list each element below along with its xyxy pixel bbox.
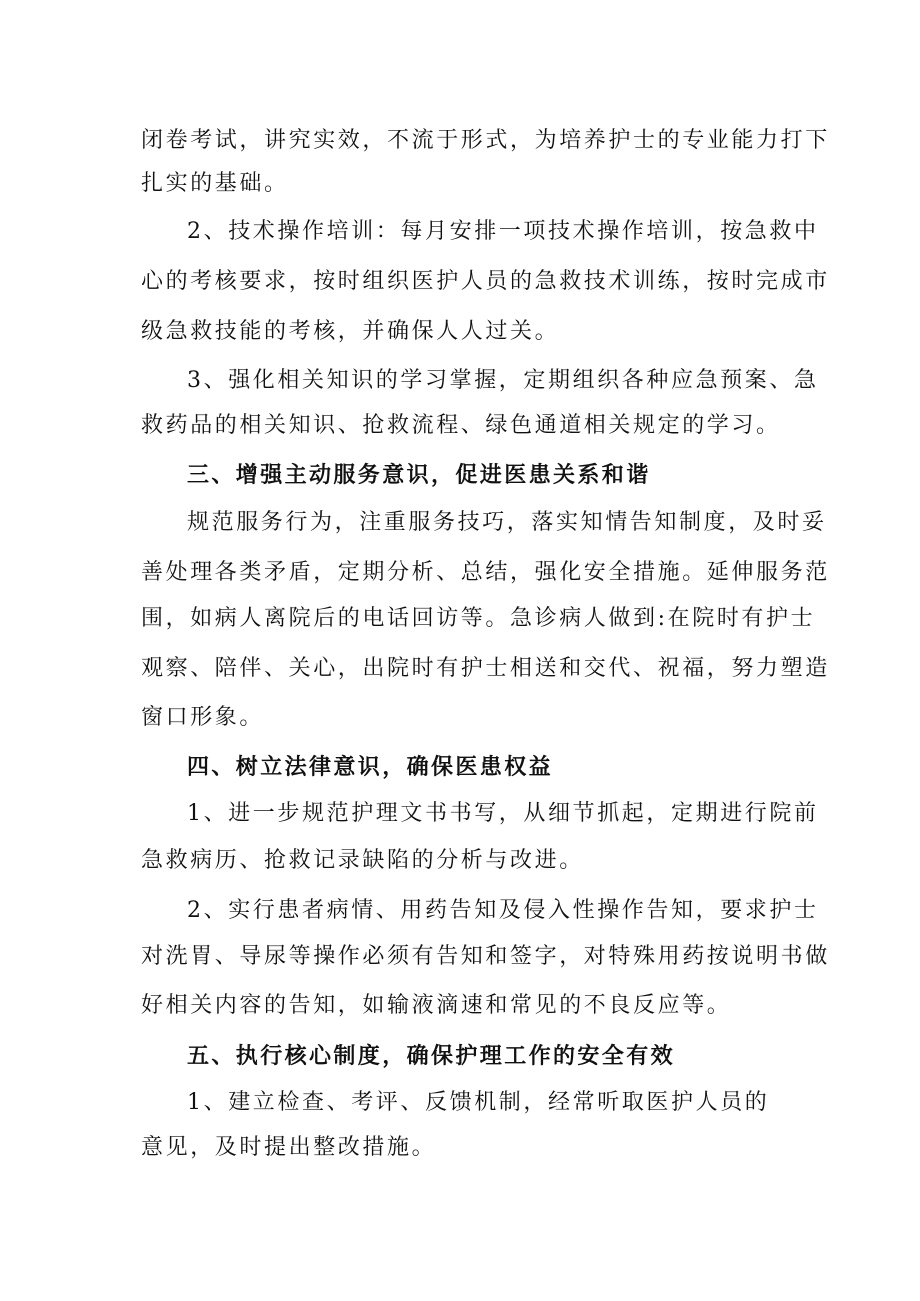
paragraph-line: 救药品的相关知识、抢救流程、绿色通道相关规定的学习。 [141, 413, 781, 438]
section-heading: 三、增强主动服务意识，促进医患关系和谐 [187, 462, 651, 488]
paragraph-line: 意见，及时提出整改措施。 [141, 1135, 437, 1160]
paragraph-line: 对洗胃、导尿等操作必须有告知和签字，对特殊用药按说明书做 [141, 944, 830, 969]
paragraph-line: 1、建立检查、考评、反馈机制，经常听取医护人员的 [187, 1090, 770, 1115]
paragraph-line: 善处理各类矛盾，定期分析、总结，强化安全措施。延伸服务范 [141, 560, 830, 585]
paragraph-line: 规范服务行为，注重服务技巧，落实知情告知制度，及时妥 [187, 510, 827, 535]
paragraph-line: 扎实的基础。 [141, 171, 289, 196]
section-heading: 四、树立法律意识，确保医患权益 [187, 754, 554, 780]
paragraph-line: 2、实行患者病情、用药告知及侵入性操作告知，要求护士 [187, 898, 819, 923]
paragraph-line: 观察、陪伴、关心，出院时有护士相送和交代、祝福，努力塑造 [141, 656, 830, 681]
section-heading: 五、执行核心制度，确保护理工作的安全有效 [187, 1043, 676, 1069]
paragraph-line: 好相关内容的告知，如输液滴速和常见的不良反应等。 [141, 993, 732, 1018]
paragraph-line: 3、强化相关知识的学习掌握，定期组织各种应急预案、急 [187, 368, 819, 393]
paragraph-line: 围，如病人离院后的电话回访等。急诊病人做到:在院时有护士 [141, 606, 816, 631]
paragraph-line: 急救病历、抢救记录缺陷的分析与改进。 [141, 848, 584, 873]
paragraph-line: 1、进一步规范护理文书书写，从细节抓起，定期进行院前 [187, 801, 819, 826]
paragraph-line: 心的考核要求，按时组织医护人员的急救技术训练，按时完成市 [141, 269, 830, 294]
paragraph-line: 闭卷考试，讲究实效，不流于形式，为培养护士的专业能力打下 [141, 128, 830, 153]
paragraph-line: 级急救技能的考核，并确保人人过关。 [141, 319, 560, 344]
paragraph-line: 2、技术操作培训：每月安排一项技术操作培训，按急救中 [187, 219, 819, 244]
paragraph-line: 窗口形象。 [141, 705, 265, 730]
